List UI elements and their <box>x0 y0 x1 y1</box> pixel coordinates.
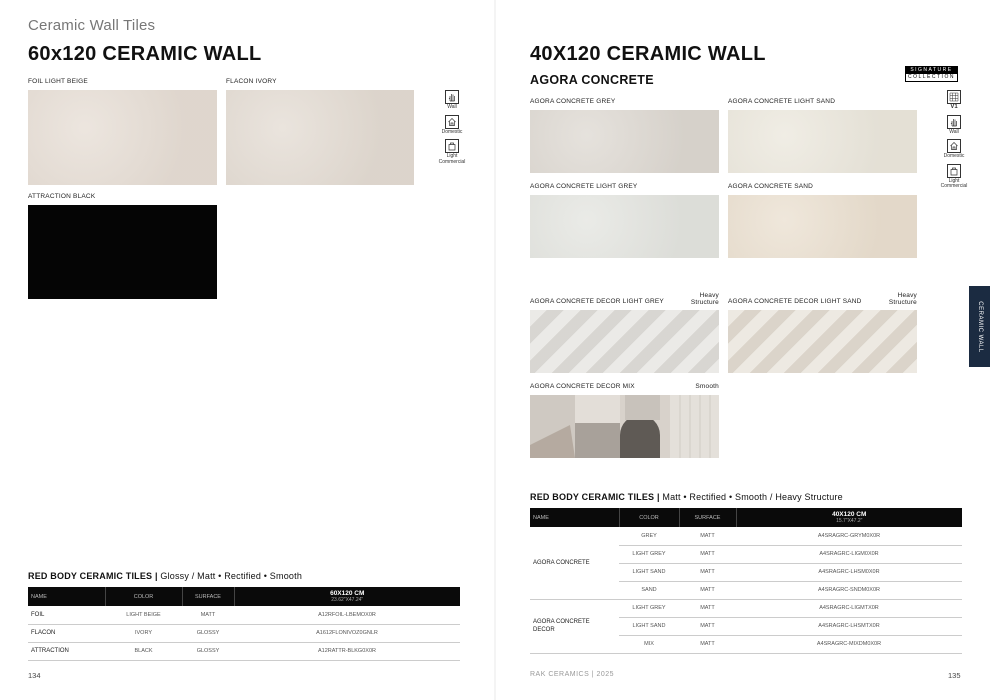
shopping-bag-icon <box>445 139 459 153</box>
tile-label: AGORA CONCRETE SAND <box>728 183 814 190</box>
side-tab-label: CERAMIC WALL <box>976 300 983 353</box>
hand-icon <box>947 115 961 129</box>
home-icon <box>445 115 459 129</box>
tile-swatch-agora-light-sand[interactable] <box>728 110 917 173</box>
product-code: A4SRAGRC-GRYM0X0R <box>736 527 962 545</box>
right-page <box>496 0 990 700</box>
table-row: SAND MATT A4SRAGRC-SNDM0X0R <box>530 581 962 599</box>
section-title: Ceramic Wall Tiles <box>28 17 156 34</box>
product-code: A1612FLONIVOZ0GNLR <box>234 624 460 642</box>
decor-mix-pattern <box>530 395 719 458</box>
product-code: A4SRAGRC-LIGM0X0R <box>736 545 962 563</box>
tile-label: AGORA CONCRETE DECOR LIGHT SAND <box>728 298 862 305</box>
product-code: A4SRAGRC-LHSMTX0R <box>736 617 962 635</box>
tile-note: Heavy Structure <box>888 292 917 306</box>
header-size: 40X120 CM 15.7"X47.2" <box>736 508 962 527</box>
footer-brand: RAK CERAMICS | 2025 <box>530 671 615 678</box>
table-row: AGORA CONCRETE DECOR LIGHT GREY MATT A4SRAGRC-LIGMTX0R <box>530 599 962 617</box>
shopping-bag-icon <box>947 164 961 178</box>
home-icon <box>947 139 961 153</box>
usage-wall: Wall <box>939 115 969 136</box>
tile-swatch-agora-light-grey[interactable] <box>530 195 719 258</box>
table-row: FOIL LIGHT BEIGE MATT A12RFOIL-LBEMOX0R <box>28 606 460 624</box>
tile-swatch-agora-decor-light-sand[interactable] <box>728 310 917 373</box>
page-number: 135 <box>948 671 961 680</box>
tile-note: Smooth <box>695 383 719 390</box>
variation-label: V1 <box>950 104 958 110</box>
side-tab-ceramic-wall[interactable] <box>969 286 990 367</box>
tile-label: FLACON IVORY <box>226 78 277 85</box>
table-row: LIGHT SAND MATT A4SRAGRC-LHSM0X0R <box>530 563 962 581</box>
tile-label: ATTRACTION BLACK <box>28 193 96 200</box>
group-name: AGORA CONCRETE DECOR <box>530 599 619 653</box>
table-title: RED BODY CERAMIC TILES | Matt • Rectified • Smooth / Heavy Structure <box>530 492 843 502</box>
tile-note: Heavy Structure <box>690 292 719 306</box>
header-name: NAME <box>28 587 105 606</box>
product-code: A4SRAGRC-MIXDM0X0R <box>736 635 962 653</box>
usage-icons <box>939 90 969 194</box>
signature-collection-badge: SIGNATURE COLLECTION <box>905 66 958 82</box>
table-row: ATTRACTION BLACK GLOSSY A12RATTR-BLKG0X0R <box>28 642 460 660</box>
tile-swatch-agora-sand[interactable] <box>728 195 917 258</box>
product-table <box>28 587 460 661</box>
table-row: LIGHT SAND MATT A4SRAGRC-LHSMTX0R <box>530 617 962 635</box>
header-color: COLOR <box>105 587 182 606</box>
product-code: A4SRAGRC-SNDM0X0R <box>736 581 962 599</box>
tile-label: AGORA CONCRETE LIGHT GREY <box>530 183 638 190</box>
table-header-row <box>530 508 962 527</box>
table-row: LIGHT GREY MATT A4SRAGRC-LIGM0X0R <box>530 545 962 563</box>
product-code: A12RFOIL-LBEMOX0R <box>234 606 460 624</box>
tile-swatch-foil-light-beige[interactable] <box>28 90 217 185</box>
usage-format <box>939 90 969 111</box>
group-name: AGORA CONCRETE <box>530 527 619 599</box>
tile-swatch-agora-decor-mix[interactable] <box>530 395 719 458</box>
table-row: MIX MATT A4SRAGRC-MIXDM0X0R <box>530 635 962 653</box>
tile-swatch-flacon-ivory[interactable] <box>226 90 414 185</box>
hand-icon <box>445 90 459 104</box>
usage-domestic: Domestic <box>437 115 467 136</box>
product-table <box>530 508 962 654</box>
page-heading: 60x120 CERAMIC WALL <box>28 43 262 65</box>
tile-label: FOIL LIGHT BEIGE <box>28 78 88 85</box>
product-code: A4SRAGRC-LIGMTX0R <box>736 599 962 617</box>
header-size: 60X120 CM 23.62"X47.24" <box>234 587 460 606</box>
table-title: RED BODY CERAMIC TILES | Glossy / Matt • Rectified • Smooth <box>28 571 303 581</box>
header-color: COLOR <box>619 508 679 527</box>
tile-label: AGORA CONCRETE DECOR LIGHT GREY <box>530 298 664 305</box>
header-surface: SURFACE <box>182 587 234 606</box>
header-name: NAME <box>530 508 619 527</box>
table-row: FLACON IVORY GLOSSY A1612FLONIVOZ0GNLR <box>28 624 460 642</box>
usage-icons <box>437 90 467 169</box>
tile-label: AGORA CONCRETE DECOR MIX <box>530 383 635 390</box>
usage-domestic: Domestic <box>939 139 969 160</box>
grid-icon <box>947 90 961 104</box>
tile-label: AGORA CONCRETE LIGHT SAND <box>728 98 836 105</box>
tile-label: AGORA CONCRETE GREY <box>530 98 616 105</box>
table-row: AGORA CONCRETE GREY MATT A4SRAGRC-GRYM0X0R <box>530 527 962 545</box>
product-code: A12RATTR-BLKG0X0R <box>234 642 460 660</box>
page-number: 134 <box>28 671 41 680</box>
header-surface: SURFACE <box>679 508 736 527</box>
left-page <box>0 0 494 700</box>
table-header-row <box>28 587 460 606</box>
tile-swatch-agora-grey[interactable] <box>530 110 719 173</box>
product-code: A4SRAGRC-LHSM0X0R <box>736 563 962 581</box>
usage-light-commercial: Light Commercial <box>939 164 969 190</box>
page-heading: 40X120 CERAMIC WALL <box>530 43 766 65</box>
usage-wall: Wall <box>437 90 467 111</box>
tile-swatch-agora-decor-light-grey[interactable] <box>530 310 719 373</box>
collection-title: AGORA CONCRETE <box>530 73 654 87</box>
tile-swatch-attraction-black[interactable] <box>28 205 217 299</box>
usage-light-commercial: Light Commercial <box>437 139 467 165</box>
